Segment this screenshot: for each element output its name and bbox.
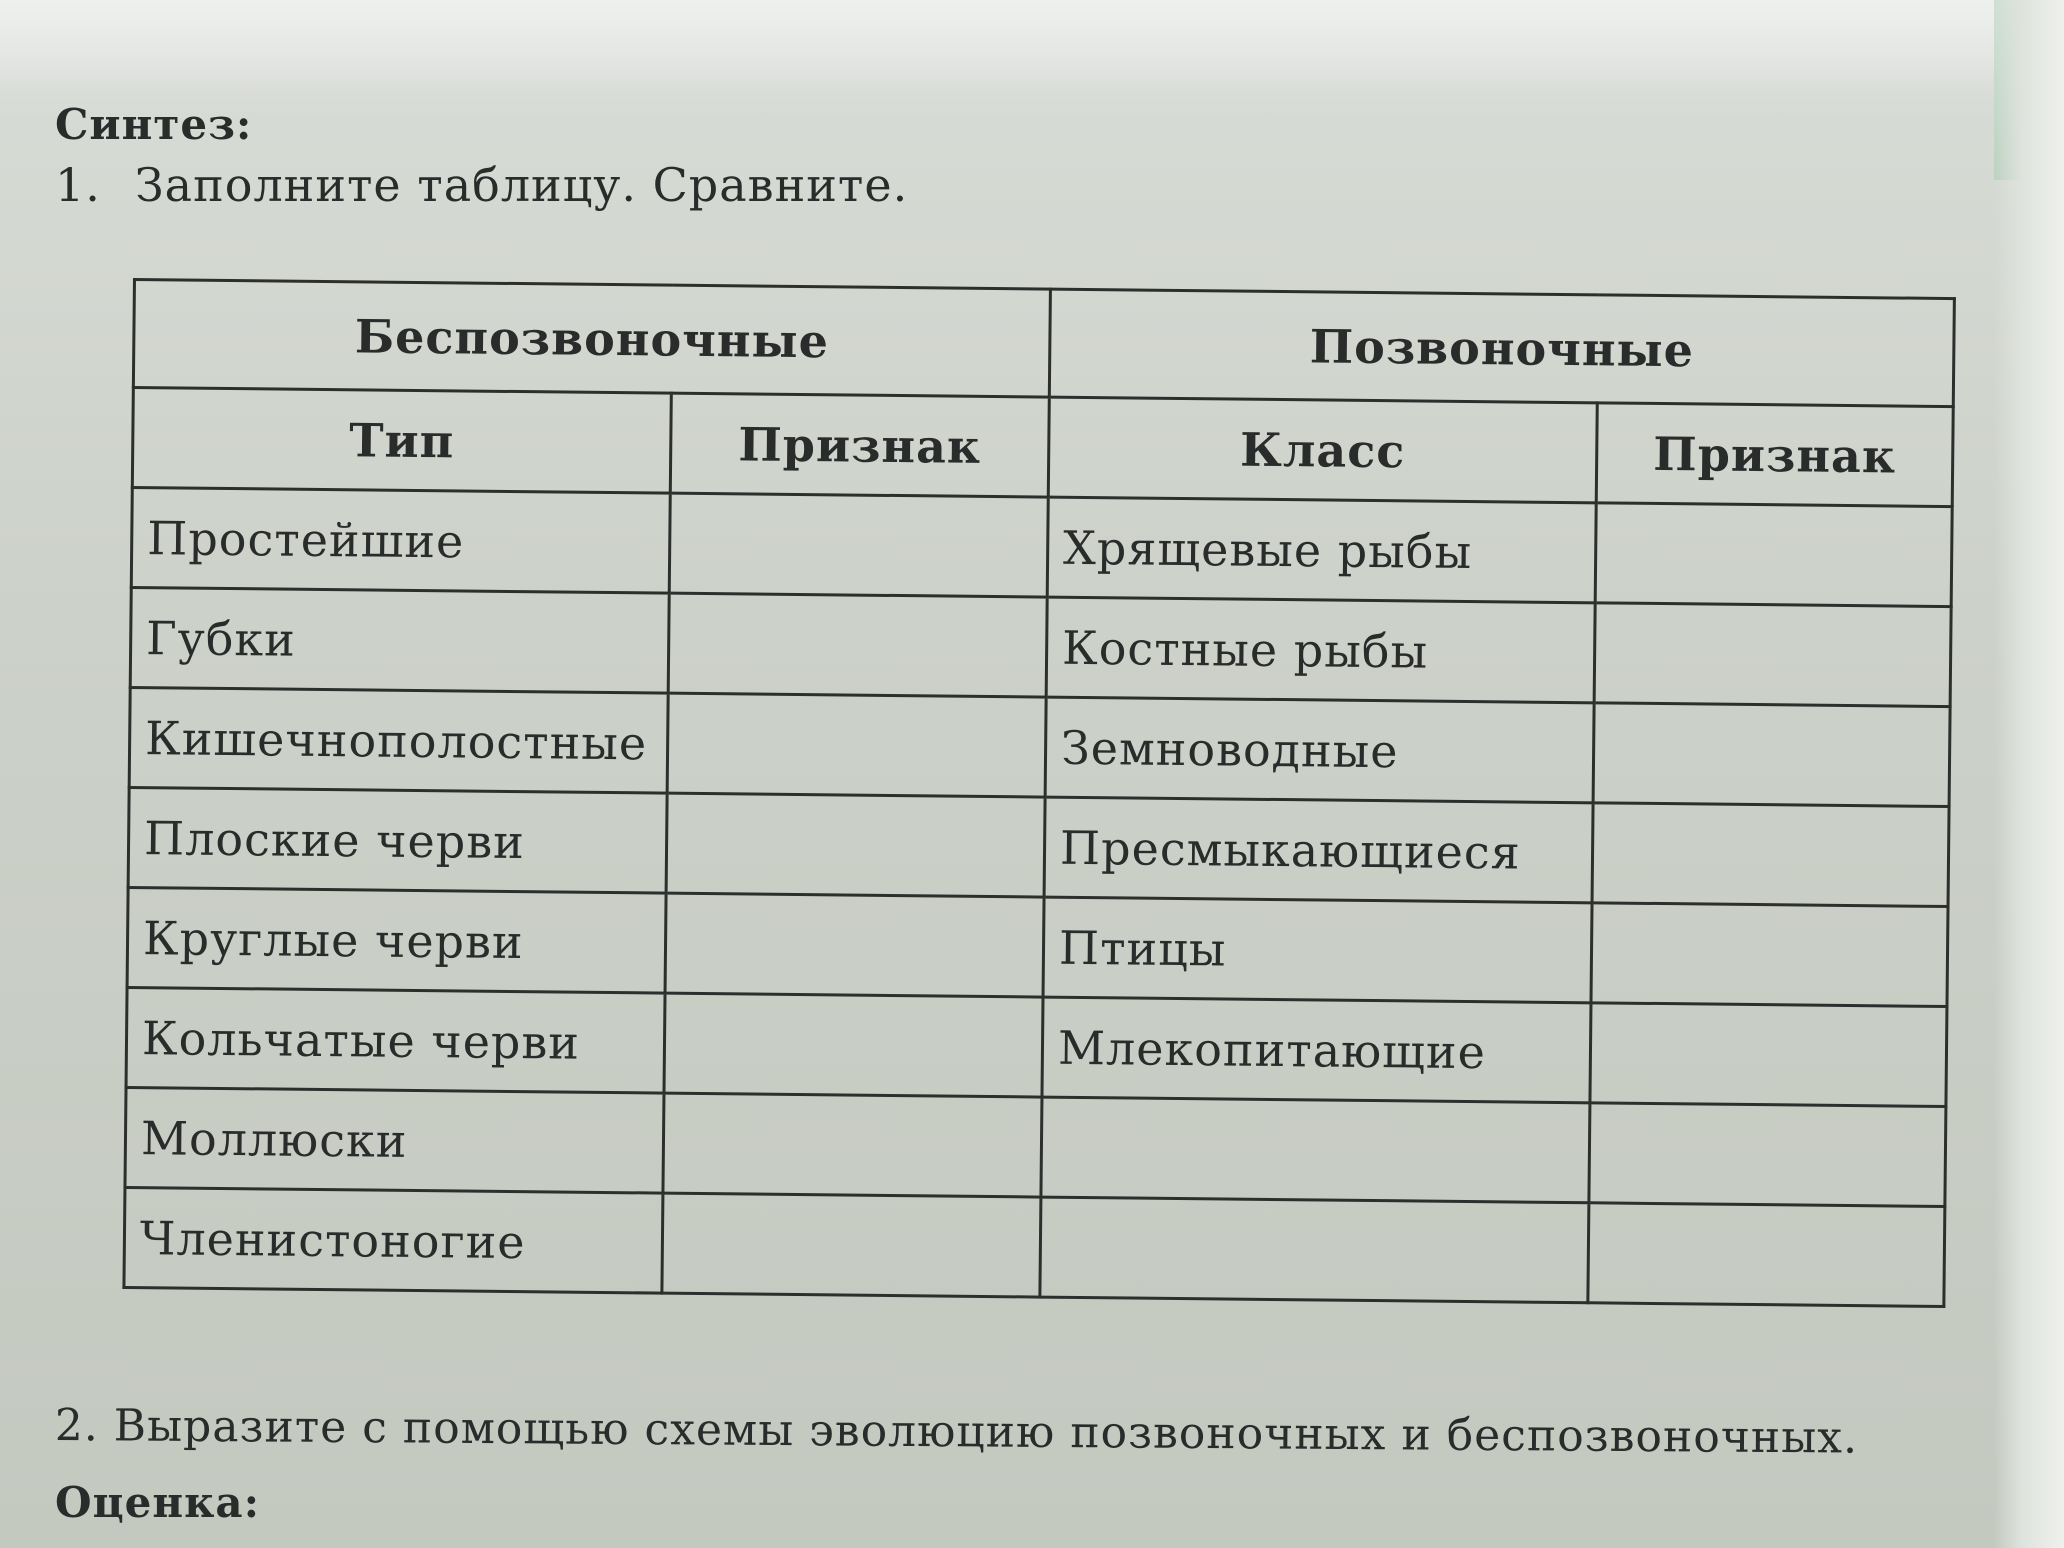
cell-type: Простейшие <box>131 488 670 594</box>
table-row <box>124 1187 1945 1306</box>
group-header-invertebrates: Беспозвоночные <box>133 280 1050 398</box>
cell-class-feature[interactable] <box>1589 1103 1946 1207</box>
cell-type: Членистоногие <box>124 1187 663 1293</box>
cell-class: Пресмыкающиеся <box>1044 797 1593 903</box>
group-header-row <box>133 280 1954 407</box>
cell-type: Кольчатые черви <box>126 987 665 1093</box>
col-header-class-feature: Признак <box>1596 403 1953 507</box>
section-heading: Синтез: <box>55 100 253 149</box>
cell-type: Круглые черви <box>127 887 666 993</box>
cell-type-feature[interactable] <box>665 893 1044 997</box>
table-row <box>125 1087 1946 1206</box>
task-1-number: 1. <box>55 158 101 212</box>
cell-class-feature[interactable] <box>1592 803 1949 907</box>
cell-type-feature[interactable] <box>666 793 1045 897</box>
cell-type-feature[interactable] <box>669 493 1048 597</box>
table-row <box>127 887 1948 1006</box>
cell-class[interactable] <box>1040 1197 1589 1303</box>
task-1-text: Заполните таблицу. Сравните. <box>135 158 909 212</box>
cell-class-feature[interactable] <box>1593 703 1950 807</box>
col-header-type-feature: Признак <box>670 393 1049 497</box>
cell-class: Хрящевые рыбы <box>1047 497 1596 603</box>
table-row <box>131 488 1952 607</box>
page-edge <box>1994 0 2064 1548</box>
cell-type: Кишечнополостные <box>129 687 668 793</box>
cell-class[interactable] <box>1041 1097 1590 1203</box>
column-header-row <box>132 388 1953 507</box>
cell-class-feature[interactable] <box>1590 1003 1947 1107</box>
task-1 <box>55 158 908 212</box>
cell-class-feature[interactable] <box>1594 603 1951 707</box>
cell-class: Земноводные <box>1045 697 1594 803</box>
cell-class-feature[interactable] <box>1588 1203 1945 1307</box>
table-row <box>130 587 1951 706</box>
comparison-table-container <box>122 278 1953 1337</box>
table-row <box>128 787 1949 906</box>
cell-type: Губки <box>130 587 669 693</box>
cell-type-feature[interactable] <box>662 1193 1041 1297</box>
cell-type-feature[interactable] <box>664 993 1043 1097</box>
cell-class-feature[interactable] <box>1595 503 1952 607</box>
cell-class: Костные рыбы <box>1046 597 1595 703</box>
cell-type-feature[interactable] <box>667 693 1046 797</box>
cell-class-feature[interactable] <box>1591 903 1948 1007</box>
table-row <box>126 987 1947 1106</box>
cell-type-feature[interactable] <box>663 1093 1042 1197</box>
group-header-vertebrates: Позвоночные <box>1049 289 1954 406</box>
table-row <box>129 687 1950 806</box>
col-header-type: Тип <box>132 388 671 494</box>
col-header-class: Класс <box>1048 397 1597 503</box>
cell-class: Птицы <box>1043 897 1592 1003</box>
assessment-heading: Оценка: <box>55 1478 261 1527</box>
cell-type: Плоские черви <box>128 787 667 893</box>
cell-type-feature[interactable] <box>668 593 1047 697</box>
task-2: 2. Выразите с помощью схемы эволюцию позвоночных и беспозвоночных. <box>54 1400 1859 1464</box>
cell-class: Млекопитающие <box>1042 997 1591 1103</box>
comparison-table <box>122 278 1956 1308</box>
cell-type: Моллюски <box>125 1087 664 1193</box>
